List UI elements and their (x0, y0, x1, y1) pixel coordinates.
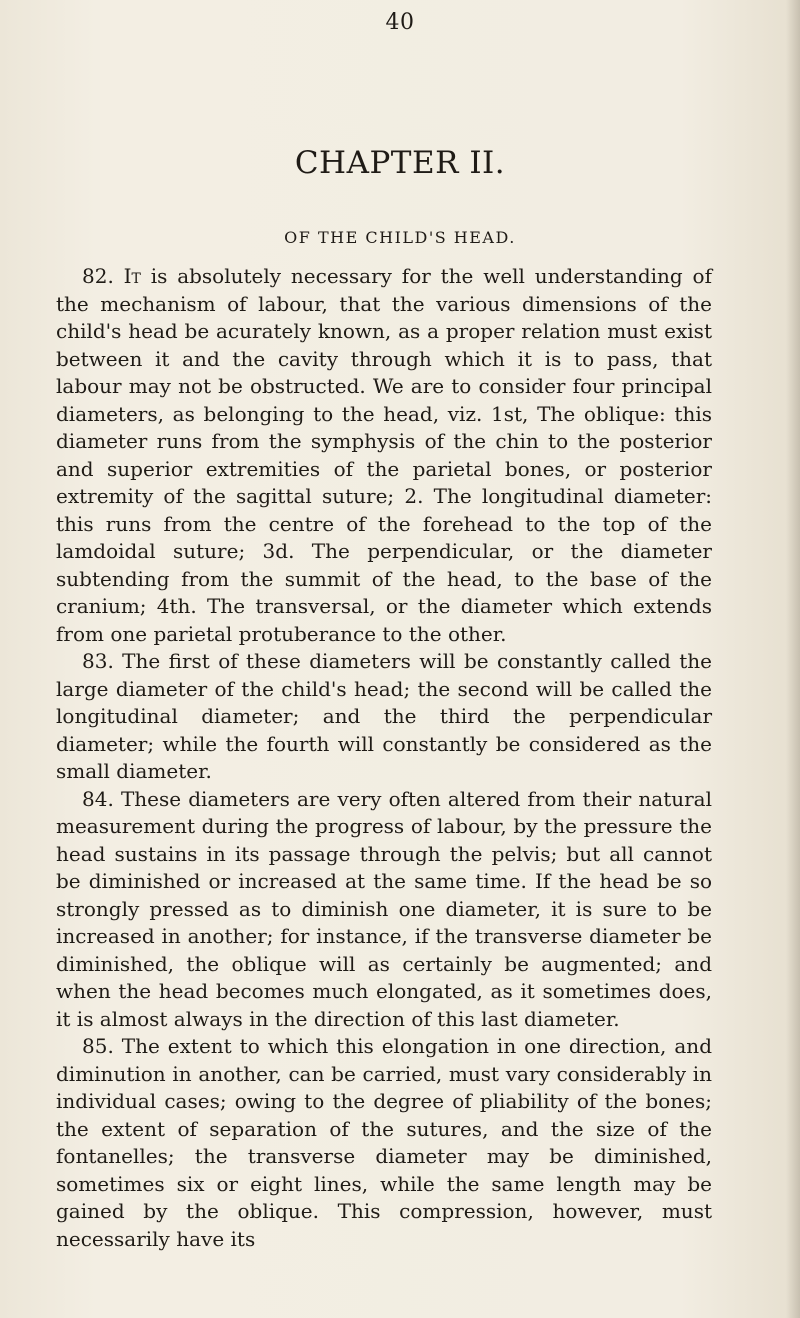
chapter-title: CHAPTER II. (294, 145, 506, 181)
paragraph-84: 84. These diameters are very often altered from their natural measurement during the progress of labour, by the pressure the head sustains in its passage through the pelvis; but all cannot be diminished or increased at the same time. If the head be so strongly pressed as to diminish one diameter, it is sure to be increased in another; for instance, if the transverse diameter be diminished, the oblique will as certainly be augmented; and when the head becomes much elongated, as it sometimes does, it is almost always in the direction of this last diameter. (56, 786, 712, 1031)
paragraph-text: is absolutely necessary for the well understanding of the mechanism of labour, that the various dimensions of the child's head be acurately known, as a proper relation must exist between it and the cavity through which it is to pass, that labour may not be obstructed. We are to consider four principal diameters, as belonging to the head, viz. 1st, The oblique: this diameter runs from the symphysis of the chin to the posterior and superior extremities of the parietal bones, or posterior extremity of the sagittal suture; 2. The longitudinal diameter: this runs from the centre of the forehead to the top of the lamdoidal suture; 3d. The perpendicular, or the diameter subtending from the summit of the head, to the base of the cranium; 4th. The transversal, or the diameter which extends from one parietal protuberance to the other. (56, 264, 712, 646)
paragraph-85: 85. The extent to which this elongation in one direction, and diminution in another, can be carried, must vary considerably in individual cases; owing to the degree of pliability of the bones; the extent of separation of the sutures, and the size of the fontanelles; the transverse diameter may be diminished, sometimes six or eight lines, while the same length may be gained by the oblique. This compression, however, must necessarily have its (56, 1034, 712, 1251)
section-title: OF THE CHILD'S HEAD. (284, 228, 516, 247)
paragraph-lead: 82. It (82, 264, 141, 288)
paragraph-82 (56, 263, 712, 648)
paragraph-83: 83. The first of these diameters will be constantly called the large diameter of the child's head; the second will be called the longitudinal diameter; and the third the perpendicular diameter; while the fourth will constantly be considered as the small diameter. (56, 649, 712, 783)
page-edge-shadow (786, 0, 800, 1318)
page-number: 40 (385, 10, 415, 35)
body-text (56, 263, 712, 1253)
